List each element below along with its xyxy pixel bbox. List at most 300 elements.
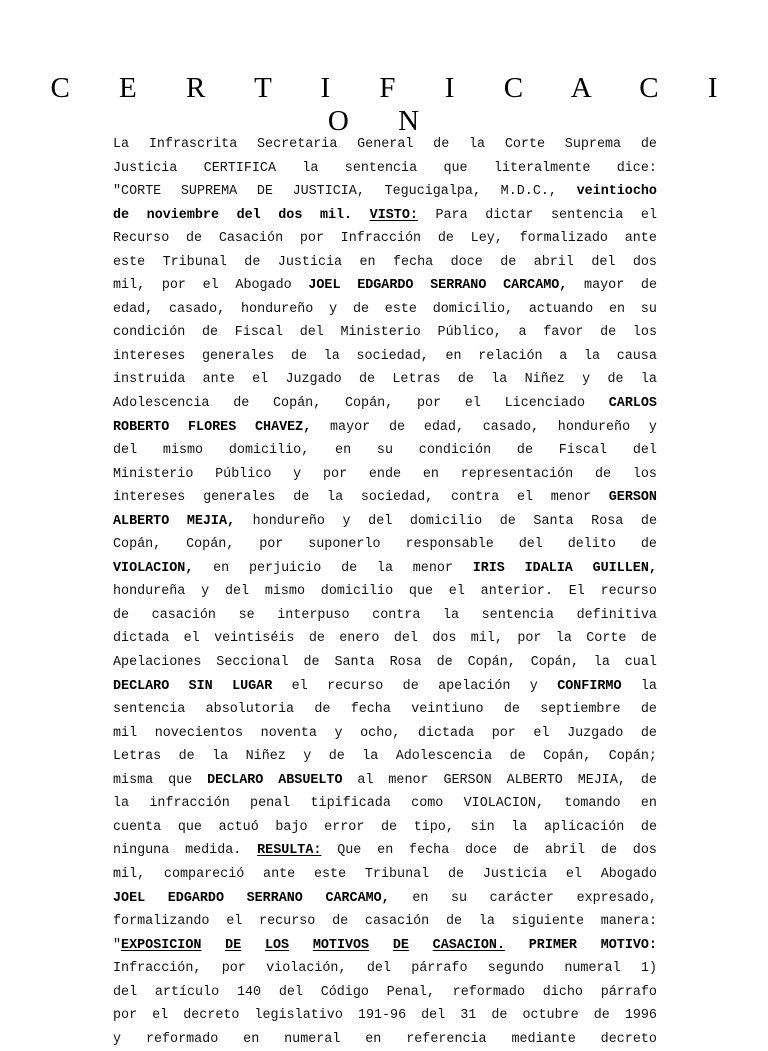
word: de xyxy=(457,372,474,388)
word: referencia xyxy=(406,1031,487,1047)
word: de xyxy=(640,278,657,294)
word: los xyxy=(632,325,657,341)
word: DE xyxy=(225,937,242,953)
word: en xyxy=(359,254,376,270)
word: JOEL xyxy=(113,890,146,906)
word: dos xyxy=(432,631,457,647)
word: Infracción xyxy=(340,231,422,247)
word: favor xyxy=(543,325,584,341)
text-line xyxy=(113,439,657,463)
word: responsable xyxy=(405,537,494,553)
word: fecha xyxy=(393,254,434,270)
word: Copán, xyxy=(467,655,516,671)
word: de xyxy=(640,725,657,741)
document-body xyxy=(113,133,657,1051)
word: representación xyxy=(460,466,574,482)
word: mil xyxy=(113,725,138,741)
text-line xyxy=(113,910,657,934)
word: DE xyxy=(256,184,273,200)
word: de xyxy=(328,749,345,765)
word: de xyxy=(447,866,465,882)
word: Copán; xyxy=(608,749,657,765)
word: manera: xyxy=(600,914,657,930)
word: y xyxy=(582,372,591,388)
word: IRIS xyxy=(472,560,505,576)
text-line xyxy=(113,887,657,911)
word: y xyxy=(201,584,210,600)
word: del xyxy=(366,961,391,977)
word: en xyxy=(365,1031,382,1047)
word: edad, xyxy=(423,419,464,435)
word: de xyxy=(499,513,516,529)
word: de xyxy=(513,843,530,859)
word: menor xyxy=(550,490,591,506)
word: la xyxy=(511,819,528,835)
word: la xyxy=(583,348,601,364)
word: MOTIVOS xyxy=(312,937,370,953)
word: Letras xyxy=(392,372,441,388)
word: casado, xyxy=(482,419,540,435)
text-line xyxy=(113,1028,657,1051)
word: literalmente xyxy=(493,160,591,176)
word: de xyxy=(600,325,617,341)
quoted-heading-start xyxy=(113,934,201,958)
text-line xyxy=(113,227,657,251)
word: de xyxy=(516,443,533,459)
text-line xyxy=(113,981,657,1005)
word: generales xyxy=(203,490,276,506)
word: y xyxy=(334,725,343,741)
word: dos xyxy=(278,207,303,223)
word: de xyxy=(341,560,358,576)
text-line xyxy=(113,204,657,228)
word: de xyxy=(503,702,520,718)
word: del xyxy=(393,631,418,647)
word: Letras xyxy=(113,749,162,765)
word: Justicia xyxy=(482,866,548,882)
word: Tribunal xyxy=(364,866,430,882)
word: VIOLACION, xyxy=(113,560,194,576)
word: perjuicio xyxy=(248,560,322,576)
text-line xyxy=(113,533,657,557)
word: domicilio xyxy=(409,513,483,529)
text-line xyxy=(113,180,657,204)
word: la xyxy=(640,678,657,694)
word: dictada xyxy=(113,631,170,647)
word: Ministerio xyxy=(340,325,421,341)
text-line xyxy=(113,934,657,958)
word: ninguna xyxy=(113,843,170,859)
word: dice: xyxy=(616,160,657,176)
word: de xyxy=(178,749,195,765)
word: mil, xyxy=(113,866,146,882)
word: Apelaciones xyxy=(113,655,202,671)
word: de xyxy=(640,772,657,788)
word: del xyxy=(236,207,261,223)
word: LUGAR xyxy=(232,678,273,694)
word: que xyxy=(168,772,193,788)
word: Casación xyxy=(218,231,284,247)
word: MEJIA, xyxy=(577,772,626,788)
word: de xyxy=(509,749,526,765)
word: recurso xyxy=(327,678,384,694)
word: fecha xyxy=(409,843,450,859)
word: DECLARO xyxy=(113,678,170,694)
text-line xyxy=(113,698,657,722)
word: relación xyxy=(478,348,543,364)
word: de xyxy=(593,1008,610,1024)
word: hondureño xyxy=(557,419,631,435)
word: de xyxy=(113,207,130,223)
word: Suprema xyxy=(564,137,622,152)
word: Copán, xyxy=(530,655,579,671)
word: 1) xyxy=(640,961,657,977)
word: del xyxy=(224,584,250,600)
word: sentencia xyxy=(344,160,418,176)
word: a xyxy=(518,325,527,341)
word: en xyxy=(640,796,657,812)
word: Para xyxy=(435,207,468,223)
word: Justicia xyxy=(113,160,178,176)
word: recurso xyxy=(259,914,316,930)
word: DE xyxy=(392,937,409,953)
word: la xyxy=(323,348,340,364)
word: Fiscal xyxy=(558,443,608,459)
word: reformado xyxy=(145,1031,219,1047)
word: misma xyxy=(113,772,154,788)
text-line xyxy=(113,251,657,275)
word: de xyxy=(293,490,310,506)
word: cual xyxy=(624,655,657,671)
word: y xyxy=(329,301,338,317)
word: los xyxy=(632,466,657,482)
word: tomando xyxy=(564,796,621,812)
word: " xyxy=(113,937,122,953)
word: casación xyxy=(364,914,430,930)
word: dos xyxy=(632,254,657,270)
word: SERRANO xyxy=(246,890,303,906)
word: el xyxy=(183,631,200,647)
word: de xyxy=(640,513,657,529)
word: dicho xyxy=(542,984,583,1000)
word: dos xyxy=(632,843,657,859)
word: de xyxy=(640,137,657,152)
word: CERTIFICA xyxy=(203,160,276,176)
word: ante xyxy=(263,866,296,882)
word: este xyxy=(384,301,417,317)
word: en xyxy=(445,348,462,364)
word: de xyxy=(359,372,376,388)
word: y xyxy=(113,1031,122,1047)
word: Licenciado xyxy=(504,396,585,412)
text-line xyxy=(113,416,657,440)
word: carácter xyxy=(489,890,554,906)
word: del xyxy=(632,443,657,459)
word: por xyxy=(161,278,186,294)
word: octubre xyxy=(522,1008,579,1024)
word: del xyxy=(299,325,324,341)
word: SIN xyxy=(188,678,213,694)
word: numeral xyxy=(284,1031,341,1047)
word: instruida xyxy=(113,372,186,388)
word: del xyxy=(421,1008,446,1024)
word: ante xyxy=(624,231,657,247)
word: el xyxy=(516,490,534,506)
word: novecientos xyxy=(154,725,244,741)
word: Santa xyxy=(334,655,375,671)
word: el xyxy=(252,372,269,388)
word: de xyxy=(500,254,517,270)
word: compareció xyxy=(163,866,245,882)
word: siguiente xyxy=(511,914,584,930)
word: mediante xyxy=(511,1031,576,1047)
word: Público, xyxy=(437,325,502,341)
word: y xyxy=(293,466,302,482)
word: artículo xyxy=(154,984,220,1000)
word: por xyxy=(491,725,516,741)
word: segundo xyxy=(487,961,545,977)
text-line xyxy=(113,651,657,675)
word: causa xyxy=(616,348,657,364)
word: La xyxy=(113,137,130,152)
word: de xyxy=(332,914,349,930)
word: sentencia xyxy=(113,702,186,718)
word: ROBERTO xyxy=(113,419,170,435)
word: veintiséis xyxy=(214,631,295,647)
word: Abogado xyxy=(235,278,292,294)
word: decreto xyxy=(183,1008,240,1024)
text-line xyxy=(113,392,657,416)
word: PRIMER xyxy=(528,937,577,953)
word: Rosa xyxy=(591,513,624,529)
word: por xyxy=(113,1008,138,1024)
word: de xyxy=(433,137,450,152)
word: MEJIA, xyxy=(186,513,236,529)
word: la xyxy=(212,749,229,765)
word: en xyxy=(377,843,394,859)
word: ocho, xyxy=(360,725,401,741)
word: ALBERTO xyxy=(113,513,170,529)
word: infracción xyxy=(149,796,230,812)
word: GERSON xyxy=(608,490,657,506)
word: CHAVEZ, xyxy=(255,419,312,435)
word: Niñez xyxy=(245,749,286,765)
word: GUILLEN, xyxy=(592,560,657,576)
text-line xyxy=(113,321,657,345)
word: "CORTE xyxy=(113,184,162,200)
word: del xyxy=(518,537,543,553)
word: General xyxy=(357,137,414,152)
text-line xyxy=(113,816,657,840)
word: en xyxy=(412,890,429,906)
text-line xyxy=(113,345,657,369)
word: en xyxy=(422,466,439,482)
word: generales xyxy=(202,348,275,364)
word: contra xyxy=(372,607,421,623)
word: del xyxy=(113,984,138,1000)
text-line xyxy=(113,510,657,534)
word: apelación xyxy=(438,678,511,694)
word: de xyxy=(308,631,325,647)
word: que xyxy=(177,819,202,835)
word: y xyxy=(648,419,657,435)
word: de xyxy=(402,678,419,694)
word: por xyxy=(323,466,348,482)
word: SERRANO xyxy=(430,278,487,294)
word: de xyxy=(244,254,261,270)
word: del xyxy=(591,254,616,270)
word: Rosa xyxy=(389,655,422,671)
word: al xyxy=(357,772,374,788)
word: absolutoria xyxy=(205,702,295,718)
word: el xyxy=(448,584,465,600)
word: el xyxy=(291,678,308,694)
word: de xyxy=(640,537,657,553)
word: Adolescencia xyxy=(113,396,210,412)
word: 31 xyxy=(460,1008,477,1024)
text-line xyxy=(113,745,657,769)
word: menor xyxy=(412,560,453,576)
word: enero xyxy=(339,631,380,647)
word: 140 xyxy=(236,984,262,1000)
word: la xyxy=(478,914,495,930)
text-line xyxy=(113,580,657,604)
word: de xyxy=(607,372,624,388)
text-line xyxy=(113,792,657,816)
word: del xyxy=(278,984,303,1000)
text-line xyxy=(113,157,657,181)
word: Infracción, xyxy=(113,961,202,977)
word: SUPREMA xyxy=(180,184,238,200)
word: la xyxy=(362,749,379,765)
word: ALBERTO xyxy=(506,772,563,788)
word: M.D.C., xyxy=(500,184,557,200)
word: Recurso xyxy=(113,231,170,247)
word: GERSON xyxy=(443,772,492,788)
word: en xyxy=(243,1031,260,1047)
word: CARCAMO, xyxy=(325,890,390,906)
word: dictar xyxy=(485,207,534,223)
word: delito xyxy=(567,537,616,553)
text-line xyxy=(113,274,657,298)
word: actuando xyxy=(528,301,594,317)
word: Corte xyxy=(504,137,546,152)
text-line xyxy=(113,769,657,793)
word: legislativo xyxy=(254,1008,343,1024)
word: Copán, xyxy=(543,749,592,765)
text-line xyxy=(113,557,657,581)
word: párrafo xyxy=(411,961,468,977)
word: sin xyxy=(470,819,495,835)
word: Público xyxy=(215,466,272,482)
word: mil. xyxy=(319,207,353,223)
word: por xyxy=(221,961,246,977)
word: DECLARO xyxy=(207,772,264,788)
word: numeral xyxy=(564,961,621,977)
word: penal xyxy=(250,796,291,812)
word: MOTIVO: xyxy=(600,937,657,953)
word: el xyxy=(464,396,481,412)
word: Infrascrita xyxy=(148,137,238,152)
word: violación, xyxy=(266,961,347,977)
text-line xyxy=(113,298,657,322)
word: por xyxy=(299,231,324,247)
word: la xyxy=(555,631,572,647)
word: bajo xyxy=(275,819,308,835)
word: domicilio, xyxy=(228,443,310,459)
word: CASACION. xyxy=(432,937,505,953)
word: Fiscal xyxy=(234,325,283,341)
word: de xyxy=(640,702,657,718)
text-line xyxy=(113,486,657,510)
word: en xyxy=(213,560,230,576)
word: Que xyxy=(337,843,362,859)
word: interpuso xyxy=(277,607,350,623)
word: su xyxy=(451,890,468,906)
word: su xyxy=(376,443,393,459)
word: la xyxy=(593,655,610,671)
word: Copán, xyxy=(113,537,162,553)
text-line xyxy=(113,957,657,981)
word: contra xyxy=(450,490,500,506)
word: Corte xyxy=(586,631,627,647)
word: de xyxy=(436,655,453,671)
word: Copán, xyxy=(344,396,394,412)
word: Secretaria xyxy=(257,137,338,152)
word: y xyxy=(303,749,312,765)
word: decreto xyxy=(600,1031,657,1047)
word: la xyxy=(469,137,486,152)
word: de xyxy=(202,325,219,341)
word: a xyxy=(559,348,568,364)
word: la xyxy=(302,160,319,176)
word: LOS xyxy=(264,937,290,953)
word: Copán, xyxy=(273,396,322,412)
word: abril xyxy=(544,843,586,859)
word: actuó xyxy=(218,819,259,835)
word: el xyxy=(533,725,550,741)
word: Justicia xyxy=(277,254,343,270)
word: hondureño xyxy=(241,301,314,317)
word: Tegucigalpa, xyxy=(384,184,481,200)
word: Copán, xyxy=(186,537,235,553)
word: de xyxy=(380,819,398,835)
word: formalizando xyxy=(113,914,210,930)
word: su xyxy=(640,301,657,317)
word: de xyxy=(303,655,320,671)
word: sociedad, xyxy=(356,348,429,364)
word: domicilio xyxy=(320,584,394,600)
word: la xyxy=(442,607,460,623)
word: este xyxy=(313,866,347,882)
word: mismo xyxy=(162,443,204,459)
word: septiembre xyxy=(540,702,621,718)
word: cuenta xyxy=(113,819,162,835)
word: veintiocho xyxy=(576,184,657,200)
word: menor xyxy=(388,772,429,788)
word: intereses xyxy=(113,348,186,364)
word: mil, xyxy=(113,278,146,294)
word: dictada xyxy=(417,725,475,741)
text-line xyxy=(113,463,657,487)
word: anterior. xyxy=(480,584,553,600)
word: mismo xyxy=(264,584,306,600)
word: condición xyxy=(113,325,186,341)
word: de xyxy=(291,348,308,364)
word: sentencia xyxy=(551,207,624,223)
word: que xyxy=(408,584,434,600)
word: la xyxy=(491,372,508,388)
